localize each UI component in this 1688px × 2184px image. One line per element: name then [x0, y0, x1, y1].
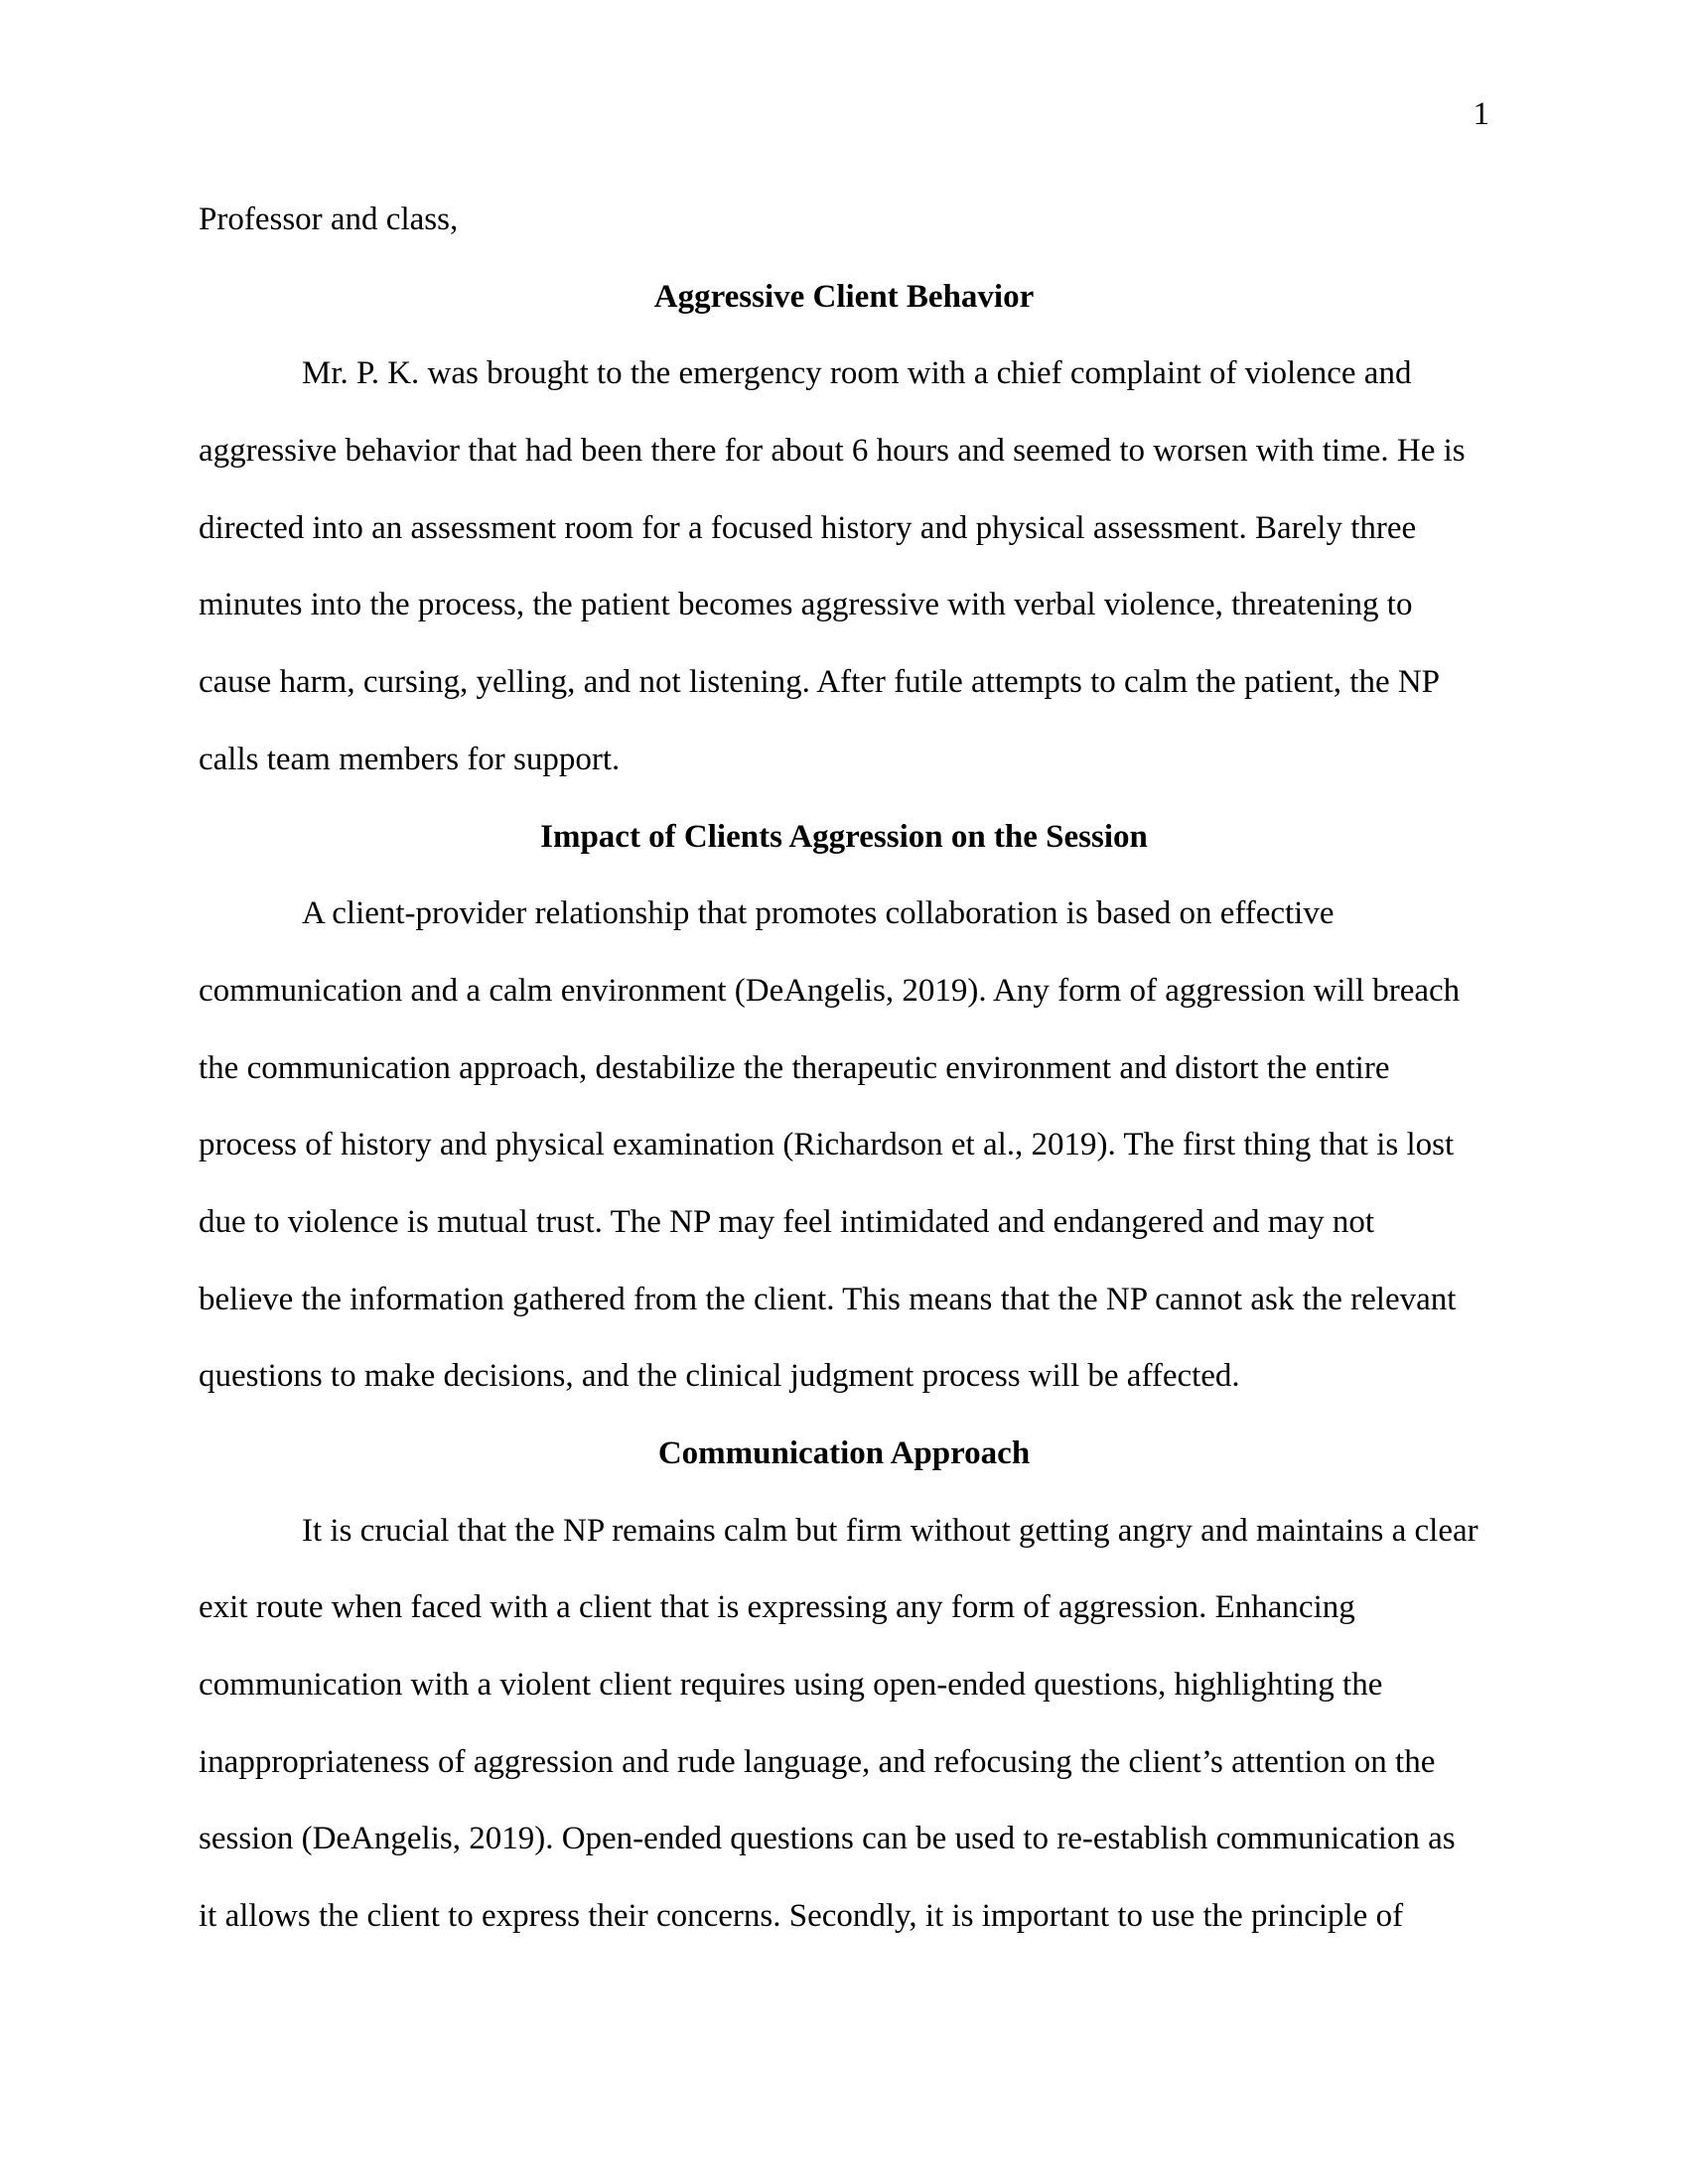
text-line: questions to make decisions, and the clinical judgment process will be affected. [199, 1358, 1240, 1395]
text-line: communication and a calm environment (DeAngelis, 2019). Any form of aggression will breach [199, 972, 1461, 1009]
text-line: directed into an assessment room for a focused history and physical assessment. Barely three [199, 509, 1417, 546]
text-line: due to violence is mutual trust. The NP may feel intimidated and endangered and may not [199, 1203, 1375, 1240]
text-line: inappropriateness of aggression and rude language, and refocusing the client’s attention on the [199, 1743, 1436, 1780]
text-line: exit route when faced with a client that is expressing any form of aggression. Enhancing [199, 1589, 1355, 1626]
text-line: session (DeAngelis, 2019). Open-ended questions can be used to re-establish communication as [199, 1821, 1456, 1857]
text-line: A client-provider relationship that promotes collaboration is based on effective [302, 895, 1335, 932]
text-line: the communication approach, destabilize the therapeutic environment and distort the entire [199, 1049, 1390, 1086]
document-body [199, 182, 1489, 1956]
page-header [199, 98, 1489, 131]
text-line: process of history and physical examination (Richardson et al., 2019). The first thing that is lost [199, 1127, 1455, 1163]
text-line: It is crucial that the NP remains calm but firm without getting angry and maintains a clear [302, 1512, 1478, 1549]
text-line: cause harm, cursing, yelling, and not listening. After futile attempts to calm the patient, the NP [199, 664, 1441, 701]
text-line: minutes into the process, the patient becomes aggressive with verbal violence, threatening to [199, 587, 1413, 623]
salutation-line: Professor and class, [199, 202, 459, 237]
text-line: calls team members for support. [199, 741, 621, 777]
section-heading-aggressive-client-behavior: Aggressive Client Behavior [653, 278, 1035, 315]
text-line: believe the information gathered from the client. This means that the NP cannot ask the relevant [199, 1281, 1457, 1317]
section-heading-impact-of-clients-aggression: Impact of Clients Aggression on the Session [540, 818, 1148, 855]
section-heading-communication-approach: Communication Approach [657, 1435, 1031, 1471]
text-line: Mr. P. K. was brought to the emergency room with a chief complaint of violence and [302, 355, 1412, 392]
text-line: communication with a violent client requires using open-ended questions, highlighting the [199, 1667, 1383, 1704]
text-line: it allows the client to express their concerns. Secondly, it is important to use the principle of [199, 1898, 1404, 1935]
text-line: aggressive behavior that had been there for about 6 hours and seemed to worsen with time. He is [199, 433, 1466, 470]
page-number: 1 [1473, 96, 1489, 132]
